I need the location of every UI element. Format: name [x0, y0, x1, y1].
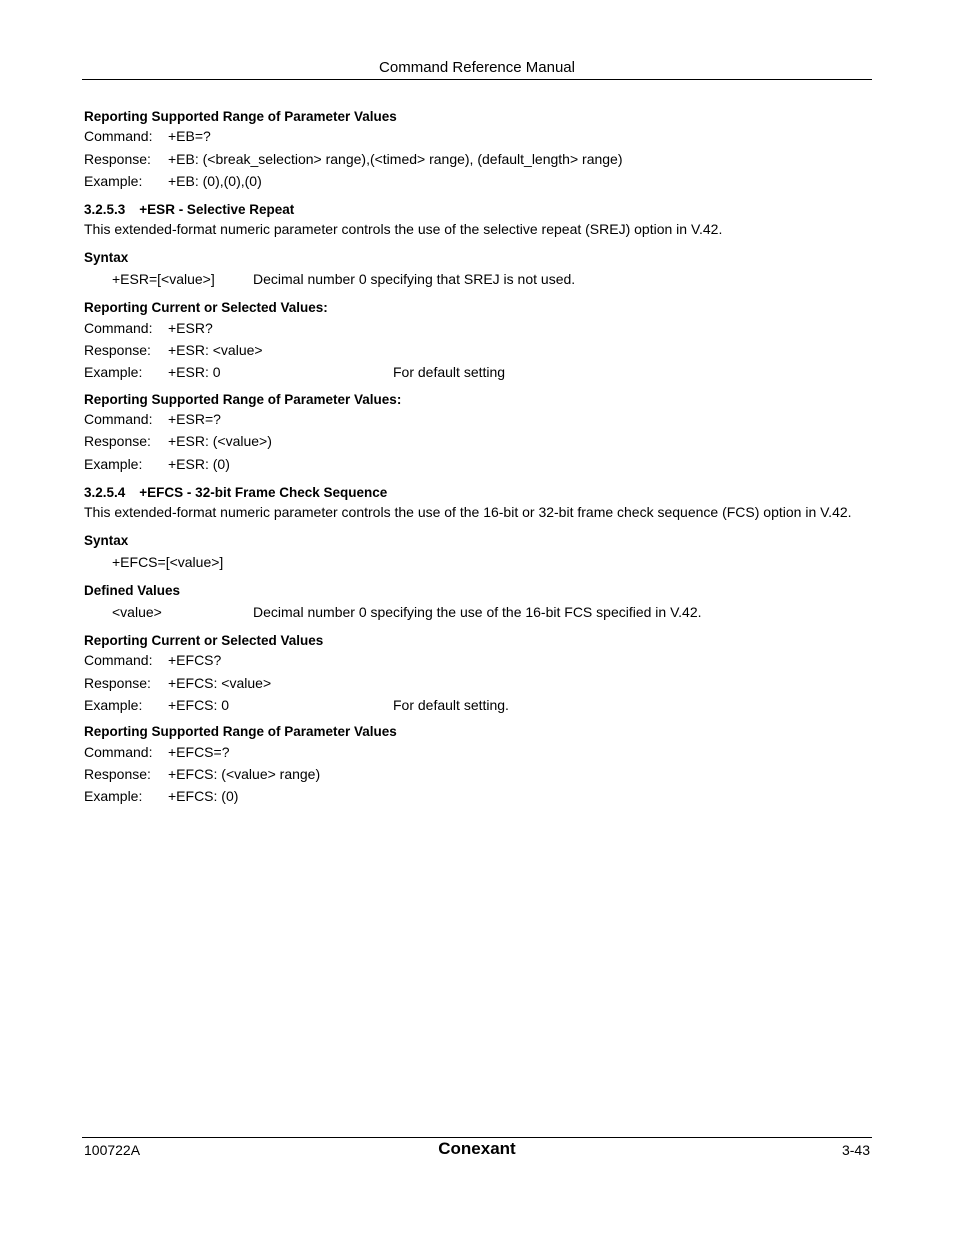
eb-range-response-label: Response: — [84, 151, 151, 167]
efcs-current-command: +EFCS? — [168, 652, 222, 668]
esr-current-command: +ESR? — [168, 320, 213, 336]
esr-range-heading: Reporting Supported Range of Parameter Values: — [84, 392, 402, 407]
efcs-defined-desc: Decimal number 0 specifying the use of the 16-bit FCS specified in V.42. — [253, 604, 702, 620]
esr-current-command-label: Command: — [84, 320, 153, 336]
esr-syntax-desc: Decimal number 0 specifying that SREJ is not used. — [253, 271, 576, 287]
page-header-title: Command Reference Manual — [379, 59, 575, 76]
esr-section-number: 3.2.5.3 — [84, 202, 126, 217]
efcs-syntax: +EFCS=[<value>] — [112, 554, 224, 570]
efcs-range-command: +EFCS=? — [168, 744, 230, 760]
esr-range-command: +ESR=? — [168, 411, 221, 427]
esr-section-heading — [84, 201, 294, 219]
footer-rule — [82, 1137, 872, 1138]
esr-current-example: +ESR: 0 — [168, 364, 221, 380]
efcs-current-example: +EFCS: 0 — [168, 697, 230, 713]
esr-syntax: +ESR=[<value>] — [112, 271, 215, 287]
efcs-current-heading: Reporting Current or Selected Values — [84, 633, 324, 648]
footer-company: Conexant — [438, 1139, 516, 1158]
esr-current-response-label: Response: — [84, 342, 151, 358]
esr-range-command-label: Command: — [84, 411, 153, 427]
efcs-defined-heading: Defined Values — [84, 583, 181, 598]
efcs-current-response: +EFCS: <value> — [168, 675, 272, 691]
eb-range-heading: Reporting Supported Range of Parameter Values — [84, 109, 397, 124]
efcs-range-heading: Reporting Supported Range of Parameter Values — [84, 724, 397, 739]
eb-range-example: +EB: (0),(0),(0) — [168, 173, 262, 189]
header-rule — [82, 79, 872, 80]
esr-syntax-heading: Syntax — [84, 250, 129, 265]
efcs-syntax-heading: Syntax — [84, 533, 129, 548]
eb-range-command-label: Command: — [84, 128, 153, 144]
eb-range-command: +EB=? — [168, 128, 211, 144]
efcs-current-example-note: For default setting. — [393, 697, 509, 713]
efcs-range-command-label: Command: — [84, 744, 153, 760]
efcs-range-response-label: Response: — [84, 766, 151, 782]
footer-page-number: 3-43 — [841, 1142, 870, 1158]
esr-description: This extended-format numeric parameter controls the use of the selective repeat (SREJ) option in V.42. — [84, 221, 723, 237]
esr-range-response: +ESR: (<value>) — [168, 433, 272, 449]
esr-section-title: +ESR - Selective Repeat — [139, 202, 295, 217]
esr-current-example-label: Example: — [84, 364, 143, 380]
efcs-section-title: +EFCS - 32-bit Frame Check Sequence — [139, 485, 388, 500]
efcs-current-response-label: Response: — [84, 675, 151, 691]
efcs-range-example: +EFCS: (0) — [168, 788, 239, 804]
efcs-description: This extended-format numeric parameter controls the use of the 16-bit or 32-bit frame check sequence (FCS) option in V.42. — [84, 504, 852, 520]
footer-doc-number: 100722A — [84, 1142, 141, 1158]
esr-range-response-label: Response: — [84, 433, 151, 449]
efcs-section-heading — [84, 484, 387, 502]
efcs-range-example-label: Example: — [84, 788, 143, 804]
efcs-defined-param: <value> — [112, 604, 162, 620]
esr-range-example-label: Example: — [84, 456, 143, 472]
efcs-current-command-label: Command: — [84, 652, 153, 668]
esr-current-example-note: For default setting — [393, 364, 506, 380]
esr-current-heading: Reporting Current or Selected Values: — [84, 300, 328, 315]
esr-range-example: +ESR: (0) — [168, 456, 230, 472]
eb-range-response: +EB: (<break_selection> range),(<timed> range), (default_length> range) — [168, 151, 623, 167]
efcs-section-number: 3.2.5.4 — [84, 485, 126, 500]
efcs-current-example-label: Example: — [84, 697, 143, 713]
esr-current-response: +ESR: <value> — [168, 342, 263, 358]
eb-range-example-label: Example: — [84, 173, 143, 189]
efcs-range-response: +EFCS: (<value> range) — [168, 766, 321, 782]
